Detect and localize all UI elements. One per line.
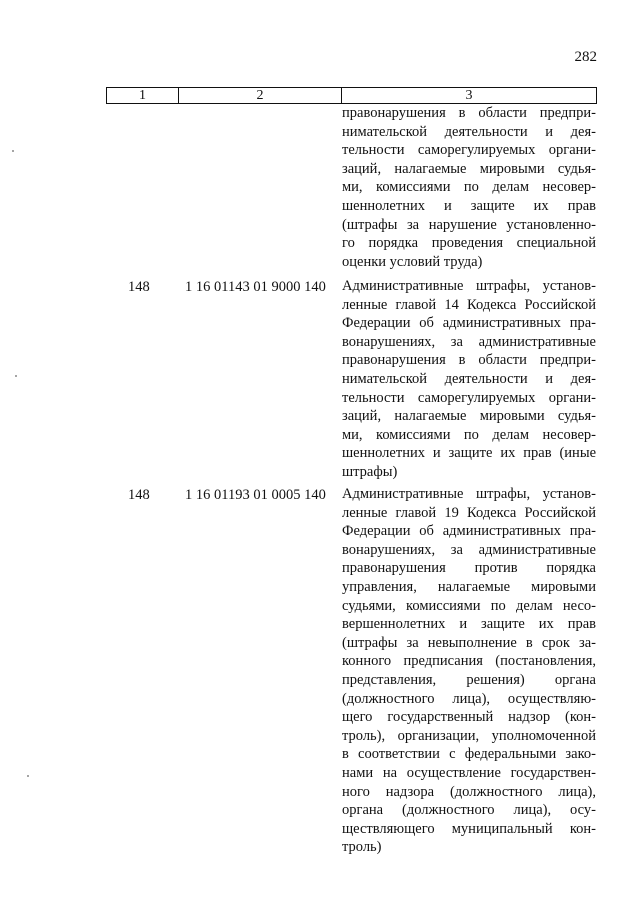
text-line: ществляющего муниципальный кон- bbox=[342, 820, 596, 837]
text-line: шеннолетних и защите их прав (иные bbox=[342, 445, 596, 462]
text-line: нами на осуществление государствен- bbox=[342, 764, 596, 781]
text-line: ми, комиссиями по делам несовер- bbox=[342, 426, 596, 443]
text-line: Федерации об административных пра- bbox=[342, 315, 596, 332]
entry-1-budget-code: 1 16 01143 01 9000 140 bbox=[185, 279, 326, 295]
text-line: Административные штрафы, установ- bbox=[342, 486, 596, 502]
page-number: 282 bbox=[574, 49, 597, 65]
text-line: заций, налагаемые мировыми судья- bbox=[342, 408, 596, 425]
text-line: штрафы) bbox=[342, 463, 398, 480]
text-line: троль), организации, уполномоченной bbox=[342, 727, 596, 744]
text-line: ленные главой 14 Кодекса Российской bbox=[342, 296, 596, 313]
text-line: нимательской деятельности и дея- bbox=[342, 123, 596, 140]
text-line: ного надзора (должностного лица), bbox=[342, 783, 596, 800]
text-line: правонарушения в области предпри- bbox=[342, 352, 596, 369]
text-line: (штрафы за нарушение установленно- bbox=[342, 216, 596, 233]
text-line: Федерации об административных пра- bbox=[342, 523, 596, 540]
text-line: представления, решения) органа bbox=[342, 671, 596, 688]
entry-2-admin-code: 148 bbox=[128, 487, 150, 503]
entry-1-admin-code: 148 bbox=[128, 279, 150, 295]
text-line: органа (должностного лица), осу- bbox=[342, 802, 596, 819]
text-line: тельности саморегулируемых органи- bbox=[342, 142, 596, 159]
text-line: правонарушения в области предпри- bbox=[342, 105, 596, 121]
text-line: вершеннолетних и защите их прав bbox=[342, 616, 596, 633]
text-line: троль) bbox=[342, 839, 382, 856]
header-col-3: 3 bbox=[465, 88, 473, 103]
text-line: в соответствии с федеральными зако- bbox=[342, 746, 596, 763]
text-line: правонарушения против порядка bbox=[342, 560, 596, 577]
entry-2-budget-code: 1 16 01193 01 0005 140 bbox=[185, 487, 326, 503]
text-line: ми, комиссиями по делам несовер- bbox=[342, 179, 596, 196]
text-line: Административные штрафы, установ- bbox=[342, 278, 596, 294]
text-line: заций, налагаемые мировыми судья- bbox=[342, 160, 596, 177]
text-line: ленные главой 19 Кодекса Российской bbox=[342, 504, 596, 521]
text-line: нимательской деятельности и дея- bbox=[342, 370, 596, 387]
scan-speck bbox=[15, 375, 17, 377]
entry-continued-description bbox=[342, 104, 596, 271]
text-line: оценки условий труда) bbox=[342, 253, 483, 270]
header-col-2: 2 bbox=[179, 88, 342, 103]
text-line: вонарушениях, за административные bbox=[342, 541, 596, 558]
text-line: судьями, комиссиями по делам несо- bbox=[342, 597, 596, 614]
text-line: го порядка проведения специальной bbox=[342, 235, 596, 252]
table-header-row bbox=[106, 87, 597, 104]
text-line: (должностного лица), осуществляю- bbox=[342, 690, 596, 707]
scan-speck bbox=[27, 775, 29, 777]
text-line: тельности саморегулируемых органи- bbox=[342, 389, 596, 406]
entry-2-description bbox=[342, 485, 596, 857]
text-line: управления, налагаемые мировыми bbox=[342, 578, 596, 595]
text-line: (штрафы за невыполнение в срок за- bbox=[342, 634, 596, 651]
text-line: конного предписания (постановления, bbox=[342, 653, 596, 670]
text-line: вонарушениях, за административные bbox=[342, 333, 596, 350]
text-line: шеннолетних и защите их прав bbox=[342, 197, 596, 214]
scan-speck bbox=[12, 150, 14, 152]
text-line: щего государственный надзор (кон- bbox=[342, 709, 596, 726]
entry-1-description bbox=[342, 277, 596, 482]
header-col-1: 1 bbox=[107, 88, 179, 103]
